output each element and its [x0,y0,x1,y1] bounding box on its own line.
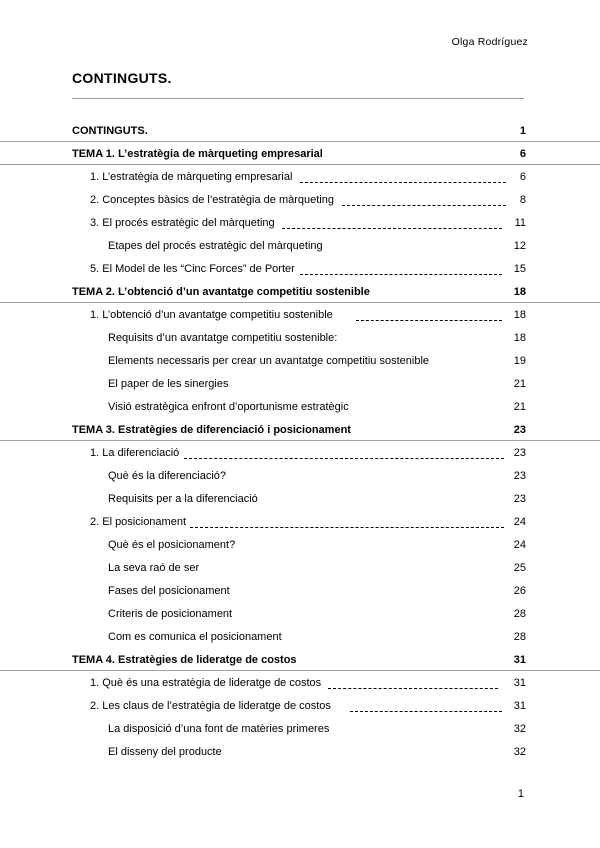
toc-entry-text: Requisits d’un avantatge competitiu sostenible: [108,332,338,344]
toc-entry-text: 5. El Model de les “Cinc Forces” de Porter [90,263,295,275]
toc-entry-text: TEMA 1. L’estratègia de màrqueting empresarial [72,148,323,160]
toc-entry-text: 2. Conceptes bàsics de l’estratègia de màrqueting [90,194,334,206]
toc-entry-page: 6 [519,148,526,160]
toc-entry-text: 2. El posicionament [90,516,186,528]
toc-row[interactable] [0,512,600,532]
dot-leader [190,527,504,528]
toc-row[interactable] [0,351,600,371]
toc-entry-page: 32 [513,723,526,735]
page-title: CONTINGUTS. [72,70,172,86]
toc-entry-page: 24 [513,539,526,551]
toc-entry-text: 3. El procés estratègic del màrqueting [90,217,275,229]
toc-row[interactable] [0,581,600,601]
toc-row[interactable] [0,305,600,325]
toc-entry-page: 18 [513,309,526,321]
toc-row[interactable] [0,696,600,716]
toc-entry-text: Requisits per a la diferenciació [108,493,258,505]
dot-leader [300,182,506,183]
toc-entry-page: 8 [519,194,526,206]
dot-leader [282,228,502,229]
page-number: 1 [517,788,524,800]
toc-row[interactable] [0,535,600,555]
toc-entry-text: Fases del posicionament [108,585,230,597]
toc-entry-page: 31 [513,700,526,712]
toc-entry-text: El disseny del producte [108,746,222,758]
toc-entry-page: 31 [513,677,526,689]
dot-leader [300,274,502,275]
toc-entry-page: 24 [513,516,526,528]
toc-entry-page: 26 [513,585,526,597]
toc-entry-page: 1 [519,125,526,137]
toc-row[interactable] [0,190,600,210]
toc-entry-page: 21 [513,378,526,390]
toc-row[interactable] [0,282,600,303]
toc-row[interactable] [0,121,600,142]
toc-row[interactable] [0,167,600,187]
toc-entry-page: 18 [513,332,526,344]
toc-row[interactable] [0,604,600,624]
toc-row[interactable] [0,742,600,762]
dot-leader [184,458,504,459]
toc-row[interactable] [0,144,600,165]
toc-entry-text: 1. L’estratègia de màrqueting empresarial [90,171,293,183]
toc-entry-text: 2. Les claus de l’estratègia de lideratge de costos [90,700,331,712]
toc-entry-page: 12 [513,240,526,252]
dot-leader [342,205,506,206]
toc-row[interactable] [0,558,600,578]
toc-entry-page: 28 [513,631,526,643]
toc-entry-page: 11 [514,217,526,229]
toc-entry-text: 1. L’obtenció d’un avantatge competitiu sostenible [90,309,333,321]
toc-entry-page: 15 [513,263,526,275]
toc-entry-text: El paper de les sinergies [108,378,229,390]
toc-row[interactable] [0,397,600,417]
toc-entry-page: 21 [513,401,526,413]
toc-entry-text: 1. Què és una estratègia de lideratge de costos [90,677,322,689]
toc-entry-text: Què és la diferenciació? [108,470,227,482]
toc-row[interactable] [0,443,600,463]
toc-entry-text: Visió estratègica enfront d’oportunisme estratègic [108,401,349,413]
toc-entry-page: 23 [513,447,526,459]
toc-row[interactable] [0,328,600,348]
toc-row[interactable] [0,650,600,671]
toc-entry-page: 28 [513,608,526,620]
toc-entry-page: 6 [519,171,526,183]
toc-entry-text: TEMA 4. Estratègies de lideratge de costos [72,654,297,666]
toc-row[interactable] [0,213,600,233]
toc-row[interactable] [0,719,600,739]
toc-entry-page: 25 [513,562,526,574]
toc-row[interactable] [0,420,600,441]
toc-entry-page: 23 [513,424,526,436]
toc-entry-text: Etapes del procés estratègic del màrqueting [108,240,323,252]
toc-entry-text: Criteris de posicionament [108,608,233,620]
toc-entry-page: 32 [513,746,526,758]
toc-entry-text: TEMA 2. L’obtenció d’un avantatge competitiu sostenible [72,286,370,298]
toc-entry-text: Elements necessaris per crear un avantatge competitiu sostenible [108,355,430,367]
author-name: Olga Rodríguez [451,36,528,48]
toc-row[interactable] [0,374,600,394]
toc-entry-page: 18 [513,286,526,298]
toc-entry-text: 1. La diferenciació [90,447,180,459]
toc-entry-text: Què és el posicionament? [108,539,236,551]
toc-entry-text: Com es comunica el posicionament [108,631,282,643]
toc-row[interactable] [0,466,600,486]
dot-leader [328,688,498,689]
toc-row[interactable] [0,236,600,256]
toc-row[interactable] [0,627,600,647]
toc-entry-page: 31 [513,654,526,666]
toc-entry-text: CONTINGUTS. [72,125,148,137]
toc-row[interactable] [0,489,600,509]
toc-entry-text: La seva raó de ser [108,562,200,574]
toc-entry-text: La disposició d’una font de matèries primeres [108,723,330,735]
toc-entry-page: 19 [513,355,526,367]
dot-leader [356,320,502,321]
toc-row[interactable] [0,259,600,279]
toc-entry-page: 23 [513,493,526,505]
toc-entry-text: TEMA 3. Estratègies de diferenciació i posicionament [72,424,351,436]
dot-leader [350,711,502,712]
toc-row[interactable] [0,673,600,693]
toc-entry-page: 23 [513,470,526,482]
